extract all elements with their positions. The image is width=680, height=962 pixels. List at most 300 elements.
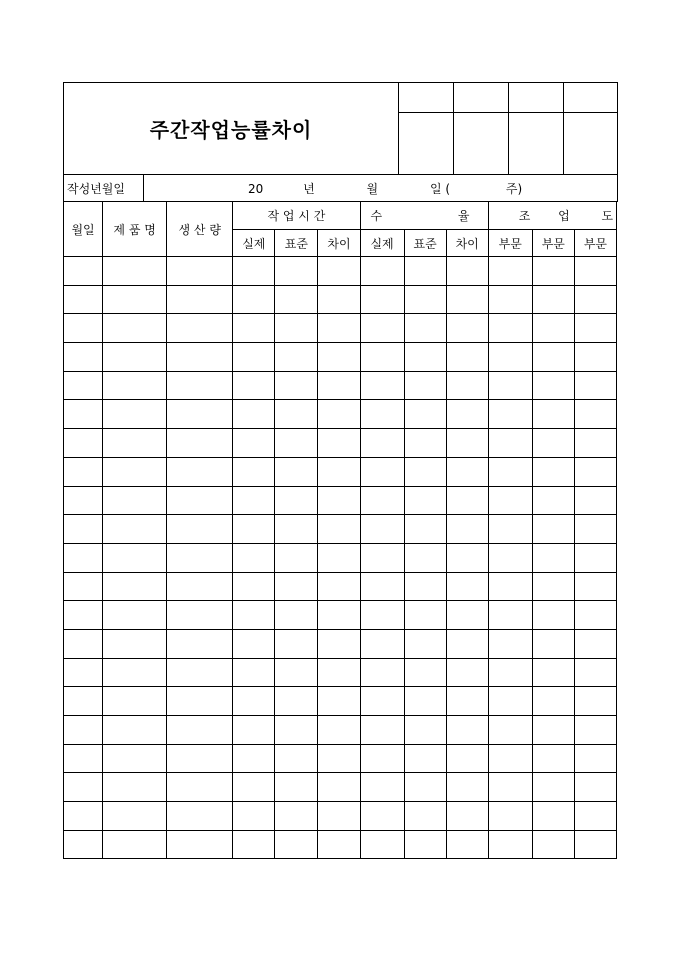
table-cell[interactable] xyxy=(103,601,167,630)
table-cell[interactable] xyxy=(446,515,488,544)
table-cell[interactable] xyxy=(167,572,233,601)
table-cell[interactable] xyxy=(233,343,275,372)
table-cell[interactable] xyxy=(318,457,360,486)
table-cell[interactable] xyxy=(488,257,532,286)
table-cell[interactable] xyxy=(103,314,167,343)
subheader-cell: 부문 xyxy=(488,230,532,257)
table-cell[interactable] xyxy=(167,457,233,486)
table-cell[interactable] xyxy=(360,601,404,630)
table-cell[interactable] xyxy=(488,543,532,572)
table-cell[interactable] xyxy=(103,371,167,400)
table-cell[interactable] xyxy=(488,515,532,544)
table-cell[interactable] xyxy=(532,457,574,486)
table-cell[interactable] xyxy=(318,687,360,716)
table-cell[interactable] xyxy=(574,515,616,544)
header-output: 생 산 량 xyxy=(167,202,233,257)
table-cell[interactable] xyxy=(532,830,574,859)
table-cell[interactable] xyxy=(275,716,318,745)
table-cell[interactable] xyxy=(103,716,167,745)
header-efficiency-left: 수 xyxy=(370,209,383,223)
table-cell[interactable] xyxy=(275,257,318,286)
table-cell[interactable] xyxy=(404,486,446,515)
table-cell[interactable] xyxy=(532,371,574,400)
table-row xyxy=(64,400,617,429)
table-cell[interactable] xyxy=(103,658,167,687)
approval-box-header xyxy=(454,83,509,113)
table-cell[interactable] xyxy=(167,314,233,343)
table-cell[interactable] xyxy=(167,515,233,544)
table-cell[interactable] xyxy=(275,601,318,630)
table-cell[interactable] xyxy=(64,802,103,831)
table-cell[interactable] xyxy=(488,658,532,687)
table-cell[interactable] xyxy=(64,773,103,802)
table-cell[interactable] xyxy=(446,371,488,400)
table-cell[interactable] xyxy=(275,343,318,372)
table-cell[interactable] xyxy=(64,716,103,745)
table-cell[interactable] xyxy=(64,285,103,314)
table-cell[interactable] xyxy=(233,400,275,429)
table-cell[interactable] xyxy=(318,716,360,745)
table-cell[interactable] xyxy=(574,601,616,630)
table-cell[interactable] xyxy=(318,400,360,429)
table-cell[interactable] xyxy=(446,543,488,572)
table-cell[interactable] xyxy=(574,314,616,343)
table-cell[interactable] xyxy=(64,543,103,572)
table-cell[interactable] xyxy=(446,687,488,716)
table-cell[interactable] xyxy=(167,687,233,716)
table-cell[interactable] xyxy=(275,400,318,429)
table-cell[interactable] xyxy=(532,687,574,716)
table-cell[interactable] xyxy=(360,314,404,343)
table-cell[interactable] xyxy=(488,802,532,831)
table-cell[interactable] xyxy=(275,314,318,343)
header-operation-2: 업 xyxy=(558,209,570,223)
table-cell[interactable] xyxy=(360,285,404,314)
table-cell[interactable] xyxy=(574,658,616,687)
table-row xyxy=(64,314,617,343)
table-cell[interactable] xyxy=(404,515,446,544)
table-cell[interactable] xyxy=(404,429,446,458)
table-cell[interactable] xyxy=(275,773,318,802)
table-cell[interactable] xyxy=(360,716,404,745)
table-cell[interactable] xyxy=(532,343,574,372)
table-cell[interactable] xyxy=(532,285,574,314)
table-cell[interactable] xyxy=(488,371,532,400)
table-cell[interactable] xyxy=(167,486,233,515)
table-cell[interactable] xyxy=(275,543,318,572)
subheader-cell: 표준 xyxy=(275,230,318,257)
table-cell[interactable] xyxy=(532,400,574,429)
table-cell[interactable] xyxy=(532,802,574,831)
table-row xyxy=(64,343,617,372)
table-cell[interactable] xyxy=(404,716,446,745)
table-row xyxy=(64,429,617,458)
table-cell[interactable] xyxy=(233,773,275,802)
table-cell[interactable] xyxy=(404,687,446,716)
table-cell[interactable] xyxy=(360,515,404,544)
table-cell[interactable] xyxy=(404,543,446,572)
table-cell[interactable] xyxy=(103,486,167,515)
table-cell[interactable] xyxy=(574,744,616,773)
table-cell[interactable] xyxy=(488,716,532,745)
table-cell[interactable] xyxy=(574,687,616,716)
table-cell[interactable] xyxy=(532,543,574,572)
table-cell[interactable] xyxy=(404,257,446,286)
table-cell[interactable] xyxy=(275,629,318,658)
table-cell[interactable] xyxy=(167,343,233,372)
table-cell[interactable] xyxy=(360,543,404,572)
approval-box-sign xyxy=(399,113,454,175)
table-cell[interactable] xyxy=(233,601,275,630)
table-cell[interactable] xyxy=(64,400,103,429)
table-cell[interactable] xyxy=(446,257,488,286)
table-row xyxy=(64,687,617,716)
header-operation-3: 도 xyxy=(601,209,614,223)
table-cell[interactable] xyxy=(488,343,532,372)
table-cell[interactable] xyxy=(233,629,275,658)
table-cell[interactable] xyxy=(532,572,574,601)
table-cell[interactable] xyxy=(488,601,532,630)
table-cell[interactable] xyxy=(532,601,574,630)
table-cell[interactable] xyxy=(167,543,233,572)
table-cell[interactable] xyxy=(318,486,360,515)
table-cell[interactable] xyxy=(360,773,404,802)
table-cell[interactable] xyxy=(360,830,404,859)
table-cell[interactable] xyxy=(574,429,616,458)
table-cell[interactable] xyxy=(574,572,616,601)
table-cell[interactable] xyxy=(574,457,616,486)
table-cell[interactable] xyxy=(233,830,275,859)
table-cell[interactable] xyxy=(64,343,103,372)
table-cell[interactable] xyxy=(233,658,275,687)
table-cell[interactable] xyxy=(233,371,275,400)
table-cell[interactable] xyxy=(233,572,275,601)
table-cell[interactable] xyxy=(404,802,446,831)
table-cell[interactable] xyxy=(446,486,488,515)
table-cell[interactable] xyxy=(404,601,446,630)
table-cell[interactable] xyxy=(488,629,532,658)
table-cell[interactable] xyxy=(446,314,488,343)
form-sheet xyxy=(63,82,617,859)
table-cell[interactable] xyxy=(318,257,360,286)
table-cell[interactable] xyxy=(574,716,616,745)
table-cell[interactable] xyxy=(64,629,103,658)
table-cell[interactable] xyxy=(360,486,404,515)
table-cell[interactable] xyxy=(446,773,488,802)
date-year: 년 xyxy=(303,181,315,196)
table-cell[interactable] xyxy=(64,658,103,687)
table-cell[interactable] xyxy=(532,658,574,687)
table-row xyxy=(64,744,617,773)
date-label: 작성년월일 xyxy=(64,175,144,202)
table-cell[interactable] xyxy=(446,744,488,773)
date-week: 주) xyxy=(505,181,523,196)
table-cell[interactable] xyxy=(64,257,103,286)
subheader-cell: 부문 xyxy=(574,230,616,257)
table-cell[interactable] xyxy=(167,830,233,859)
table-cell[interactable] xyxy=(318,830,360,859)
table-row xyxy=(64,285,617,314)
table-cell[interactable] xyxy=(532,257,574,286)
table-cell[interactable] xyxy=(103,802,167,831)
table-cell[interactable] xyxy=(275,285,318,314)
table-cell[interactable] xyxy=(360,457,404,486)
table-cell[interactable] xyxy=(532,486,574,515)
table-cell[interactable] xyxy=(103,572,167,601)
table-cell[interactable] xyxy=(574,371,616,400)
table-cell[interactable] xyxy=(275,830,318,859)
table-cell[interactable] xyxy=(574,830,616,859)
table-cell[interactable] xyxy=(64,429,103,458)
table-cell[interactable] xyxy=(574,802,616,831)
table-cell[interactable] xyxy=(488,400,532,429)
table-cell[interactable] xyxy=(360,371,404,400)
table-cell[interactable] xyxy=(446,601,488,630)
table-cell[interactable] xyxy=(64,457,103,486)
table-cell[interactable] xyxy=(167,400,233,429)
table-cell[interactable] xyxy=(64,314,103,343)
table-cell[interactable] xyxy=(167,371,233,400)
table-cell[interactable] xyxy=(103,515,167,544)
table-cell[interactable] xyxy=(488,773,532,802)
table-cell[interactable] xyxy=(318,343,360,372)
table-row xyxy=(64,773,617,802)
table-cell[interactable] xyxy=(233,457,275,486)
table-cell[interactable] xyxy=(404,285,446,314)
table-cell[interactable] xyxy=(488,314,532,343)
table-cell[interactable] xyxy=(103,285,167,314)
table-cell[interactable] xyxy=(233,486,275,515)
table-cell[interactable] xyxy=(318,601,360,630)
table-cell[interactable] xyxy=(446,830,488,859)
table-cell[interactable] xyxy=(167,257,233,286)
table-row xyxy=(64,658,617,687)
table-cell[interactable] xyxy=(446,572,488,601)
table-cell[interactable] xyxy=(233,687,275,716)
subheader-cell: 부문 xyxy=(532,230,574,257)
table-cell[interactable] xyxy=(532,429,574,458)
table-cell[interactable] xyxy=(233,285,275,314)
subheader-cell: 실제 xyxy=(360,230,404,257)
page-title: 주간작업능률차이 xyxy=(64,83,399,175)
table-cell[interactable] xyxy=(446,400,488,429)
table-cell[interactable] xyxy=(103,457,167,486)
table-cell[interactable] xyxy=(360,802,404,831)
table-cell[interactable] xyxy=(318,658,360,687)
table-cell[interactable] xyxy=(233,257,275,286)
table-cell[interactable] xyxy=(360,572,404,601)
header-work-time: 작 업 시 간 xyxy=(233,202,360,230)
table-cell[interactable] xyxy=(64,515,103,544)
table-cell[interactable] xyxy=(574,486,616,515)
table-cell[interactable] xyxy=(318,515,360,544)
table-cell[interactable] xyxy=(446,716,488,745)
table-row xyxy=(64,257,617,286)
table-cell[interactable] xyxy=(318,371,360,400)
table-cell[interactable] xyxy=(275,802,318,831)
table-cell[interactable] xyxy=(446,429,488,458)
table-cell[interactable] xyxy=(318,773,360,802)
table-cell[interactable] xyxy=(488,744,532,773)
table-cell[interactable] xyxy=(103,629,167,658)
table-cell[interactable] xyxy=(488,572,532,601)
table-cell[interactable] xyxy=(574,400,616,429)
table-row xyxy=(64,629,617,658)
table-cell[interactable] xyxy=(446,285,488,314)
table-cell[interactable] xyxy=(404,830,446,859)
subheader-cell: 차이 xyxy=(318,230,360,257)
date-day: 일 ( xyxy=(429,181,451,196)
table-cell[interactable] xyxy=(360,629,404,658)
table-cell[interactable] xyxy=(233,716,275,745)
approval-box-sign xyxy=(509,113,564,175)
table-cell[interactable] xyxy=(360,687,404,716)
table-cell[interactable] xyxy=(318,629,360,658)
approval-box-header xyxy=(509,83,564,113)
table-cell[interactable] xyxy=(574,773,616,802)
table-cell[interactable] xyxy=(488,830,532,859)
table-cell[interactable] xyxy=(167,629,233,658)
table-cell[interactable] xyxy=(404,457,446,486)
table-cell[interactable] xyxy=(167,601,233,630)
table-cell[interactable] xyxy=(275,457,318,486)
table-cell[interactable] xyxy=(318,314,360,343)
table-cell[interactable] xyxy=(404,658,446,687)
table-cell[interactable] xyxy=(275,572,318,601)
table-cell[interactable] xyxy=(233,543,275,572)
table-cell[interactable] xyxy=(64,744,103,773)
table-cell[interactable] xyxy=(404,314,446,343)
table-cell[interactable] xyxy=(233,744,275,773)
table-cell[interactable] xyxy=(275,429,318,458)
table-cell[interactable] xyxy=(360,400,404,429)
table-cell[interactable] xyxy=(233,429,275,458)
table-cell[interactable] xyxy=(574,543,616,572)
table-cell[interactable] xyxy=(275,515,318,544)
approval-box-header xyxy=(399,83,454,113)
table-cell[interactable] xyxy=(404,773,446,802)
table-row xyxy=(64,515,617,544)
table-cell[interactable] xyxy=(103,400,167,429)
table-cell[interactable] xyxy=(103,830,167,859)
table-cell[interactable] xyxy=(64,371,103,400)
table-cell[interactable] xyxy=(488,429,532,458)
table-cell[interactable] xyxy=(488,486,532,515)
header-product: 제 품 명 xyxy=(103,202,167,257)
table-cell[interactable] xyxy=(446,457,488,486)
table-cell[interactable] xyxy=(574,343,616,372)
date-month: 월 xyxy=(366,181,379,196)
table-cell[interactable] xyxy=(167,429,233,458)
table-cell[interactable] xyxy=(532,744,574,773)
table-cell[interactable] xyxy=(532,773,574,802)
header-date: 월일 xyxy=(64,202,103,257)
table-cell[interactable] xyxy=(318,429,360,458)
table-cell[interactable] xyxy=(167,744,233,773)
table-cell[interactable] xyxy=(275,486,318,515)
table-cell[interactable] xyxy=(574,629,616,658)
subheader-cell: 실제 xyxy=(233,230,275,257)
table-cell[interactable] xyxy=(64,486,103,515)
table-cell[interactable] xyxy=(446,629,488,658)
table-cell[interactable] xyxy=(360,343,404,372)
table-cell[interactable] xyxy=(64,601,103,630)
table-cell[interactable] xyxy=(275,744,318,773)
header-operation xyxy=(488,202,616,230)
date-field[interactable] xyxy=(144,175,618,202)
table-cell[interactable] xyxy=(318,572,360,601)
table-cell[interactable] xyxy=(574,257,616,286)
approval-box-sign xyxy=(564,113,618,175)
table-cell[interactable] xyxy=(446,343,488,372)
table-row xyxy=(64,802,617,831)
table-cell[interactable] xyxy=(167,802,233,831)
table-cell[interactable] xyxy=(360,257,404,286)
table-row xyxy=(64,457,617,486)
table-cell[interactable] xyxy=(167,716,233,745)
table-cell[interactable] xyxy=(103,773,167,802)
efficiency-table xyxy=(63,201,617,859)
table-cell[interactable] xyxy=(103,744,167,773)
table-cell[interactable] xyxy=(103,543,167,572)
table-cell[interactable] xyxy=(360,658,404,687)
table-cell[interactable] xyxy=(574,285,616,314)
table-cell[interactable] xyxy=(275,658,318,687)
table-cell[interactable] xyxy=(64,687,103,716)
table-cell[interactable] xyxy=(318,285,360,314)
table-cell[interactable] xyxy=(103,257,167,286)
table-cell[interactable] xyxy=(318,543,360,572)
table-cell[interactable] xyxy=(167,773,233,802)
table-cell[interactable] xyxy=(275,687,318,716)
table-cell[interactable] xyxy=(167,285,233,314)
subheader-cell: 표준 xyxy=(404,230,446,257)
table-cell[interactable] xyxy=(404,744,446,773)
table-cell[interactable] xyxy=(488,687,532,716)
table-row xyxy=(64,601,617,630)
table-cell[interactable] xyxy=(446,658,488,687)
table-cell[interactable] xyxy=(64,830,103,859)
table-cell[interactable] xyxy=(488,457,532,486)
header-efficiency xyxy=(360,202,488,230)
table-cell[interactable] xyxy=(233,802,275,831)
table-cell[interactable] xyxy=(64,572,103,601)
table-cell[interactable] xyxy=(532,314,574,343)
table-cell[interactable] xyxy=(103,687,167,716)
table-cell[interactable] xyxy=(233,314,275,343)
table-cell[interactable] xyxy=(404,343,446,372)
table-cell[interactable] xyxy=(532,515,574,544)
table-cell[interactable] xyxy=(404,400,446,429)
table-cell[interactable] xyxy=(446,802,488,831)
table-cell[interactable] xyxy=(318,802,360,831)
table-cell[interactable] xyxy=(360,429,404,458)
table-cell[interactable] xyxy=(360,744,404,773)
table-cell[interactable] xyxy=(103,343,167,372)
table-cell[interactable] xyxy=(404,572,446,601)
table-cell[interactable] xyxy=(318,744,360,773)
table-cell[interactable] xyxy=(532,716,574,745)
table-cell[interactable] xyxy=(532,629,574,658)
table-cell[interactable] xyxy=(103,429,167,458)
table-cell[interactable] xyxy=(404,629,446,658)
table-cell[interactable] xyxy=(167,658,233,687)
table-row xyxy=(64,572,617,601)
table-cell[interactable] xyxy=(488,285,532,314)
table-cell[interactable] xyxy=(275,371,318,400)
table-cell[interactable] xyxy=(404,371,446,400)
table-cell[interactable] xyxy=(233,515,275,544)
